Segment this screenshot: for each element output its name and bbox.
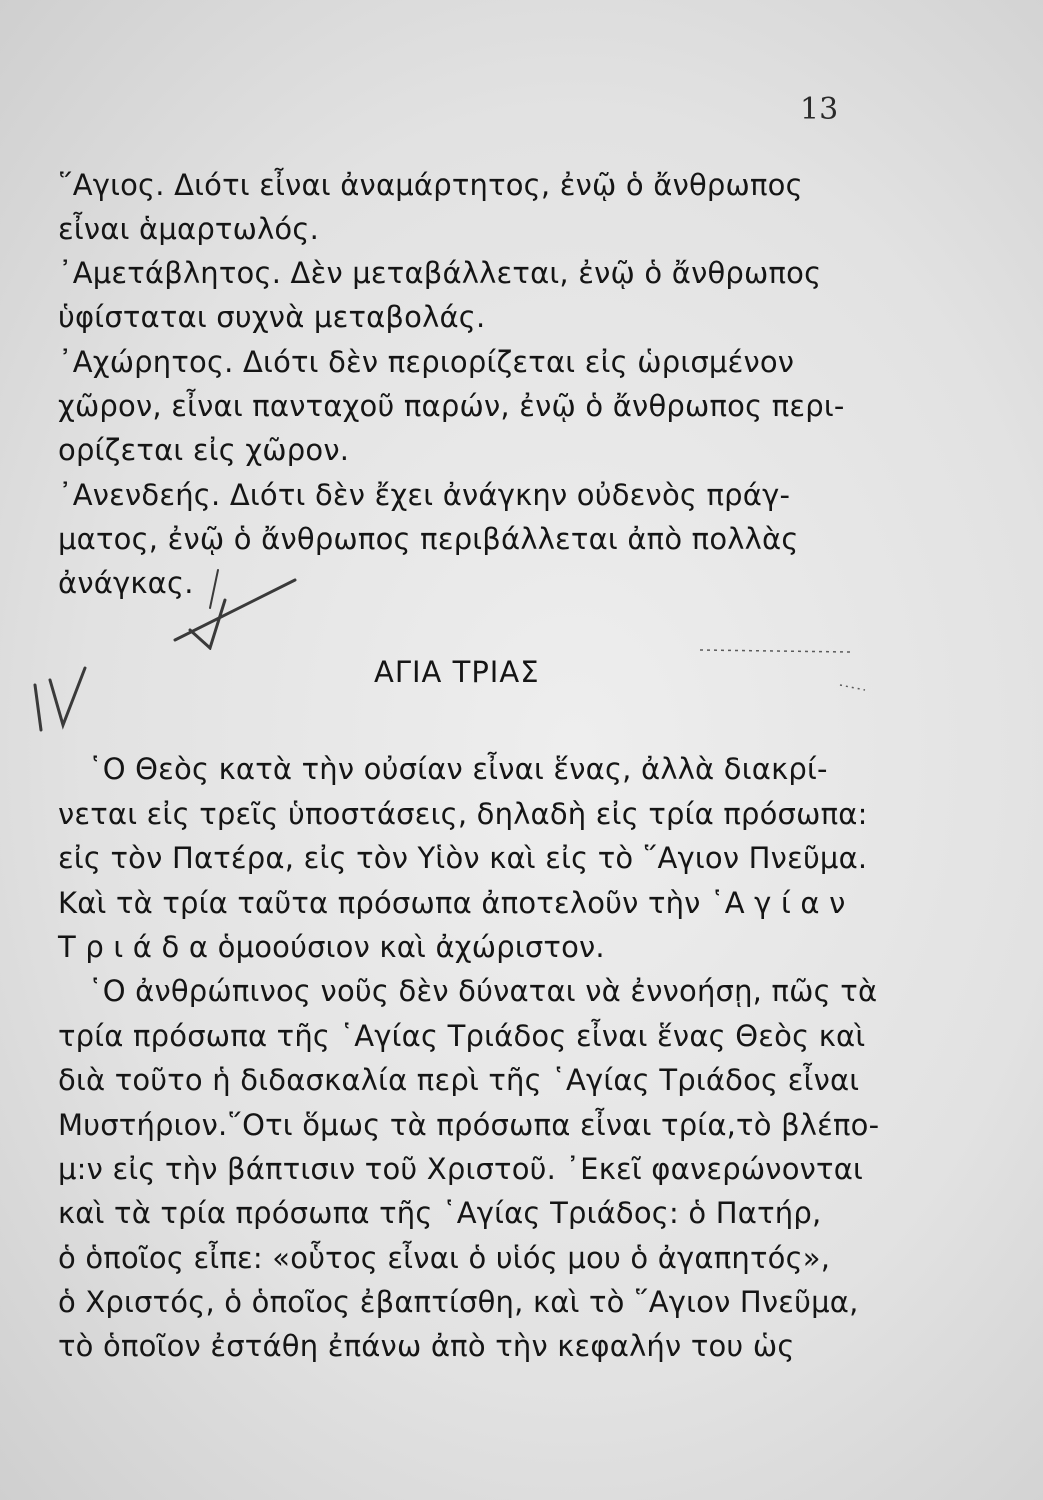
text-line: Μυστήριον.῞Οτι ὅμως τὰ πρόσωπα εἶναι τρία,τὸ βλέπο-	[58, 1108, 880, 1142]
text-line: ορίζεται εἰς χῶρον.	[58, 433, 350, 467]
text-line: ἀνάγκας.	[58, 566, 194, 600]
text-line: Τ ρ ι ά δ α ὁμοούσιον καὶ ἀχώριστον.	[58, 930, 605, 964]
text-line: ᾿Αμετάβλητος. Δὲν μεταβάλλεται, ἐνῷ ὁ ἄνθρωπος	[58, 256, 822, 290]
text-line: εἶναι ἁμαρτωλός.	[58, 212, 320, 246]
text-line: ᾿Αχώρητος. Διότι δὲν περιορίζεται εἰς ὡρισμένον	[58, 345, 795, 379]
text-line: νεται εἰς τρεῖς ὑποστάσεις, δηλαδὴ εἰς τρία πρόσωπα:	[58, 797, 868, 831]
text-line: μ:ν εἰς τὴν βάπτισιν τοῦ Χριστοῦ. ᾿Εκεῖ φανερώνονται	[58, 1152, 864, 1186]
text-line: ὁ Χριστός, ὁ ὁποῖος ἐβαπτίσθη, καὶ τὸ ῞Αγιον Πνεῦμα,	[58, 1285, 859, 1319]
pencil-dotted-line-icon	[700, 640, 870, 700]
text-line: ᾿Ανενδεής. Διότι δὲν ἔχει ἀνάγκην οὐδενὸς πράγ-	[58, 478, 791, 512]
section-heading: ΑΓΙΑ ΤΡΙΑΣ	[374, 655, 540, 689]
page-number: 13	[800, 92, 839, 127]
text-line: ὑφίσταται συχνὰ μεταβολάς.	[58, 300, 486, 334]
text-line: διὰ τοῦτο ἡ διδασκαλία περὶ τῆς ῾Αγίας Τριάδος εἶναι	[58, 1063, 860, 1097]
text-line: εἰς τὸν Πατέρα, εἰς τὸν Υἱὸν καὶ εἰς τὸ ῞Αγιον Πνεῦμα.	[58, 841, 868, 875]
text-line: χῶρον, εἶναι πανταχοῦ παρών, ἐνῷ ὁ ἄνθρωπος περι-	[58, 389, 845, 423]
text-line: ῞Αγιος. Διότι εἶναι ἀναμάρτητος, ἐνῷ ὁ ἄνθρωπος	[58, 168, 803, 202]
text-line: ῾Ο Θεὸς κατὰ τὴν οὐσίαν εἶναι ἕνας, ἀλλὰ διακρί-	[88, 752, 828, 786]
text-line: Καὶ τὰ τρία ταῦτα πρόσωπα ἀποτελοῦν τὴν ῾Α γ ί α ν	[58, 886, 846, 920]
text-line: ματος, ἐνῷ ὁ ἄνθρωπος περιβάλλεται ἀπὸ πολλὰς	[58, 522, 799, 556]
text-line: ῾Ο ἀνθρώπινος νοῦς δὲν δύναται νὰ ἐννοήσῃ, πῶς τὰ	[88, 974, 878, 1008]
text-line: καὶ τὰ τρία πρόσωπα τῆς ῾Αγίας Τριάδος: ὁ Πατήρ,	[58, 1196, 822, 1230]
text-line: ὁ ὁποῖος εἶπε: «οὗτος εἶναι ὁ υἱός μου ὁ ἀγαπητός»,	[58, 1241, 831, 1275]
handwritten-margin-note-icon	[25, 660, 100, 740]
text-line: τὸ ὁποῖον ἐστάθη ἐπάνω ἀπὸ τὴν κεφαλήν του ὡς	[58, 1329, 795, 1363]
text-line: τρία πρόσωπα τῆς ῾Αγίας Τριάδος εἶναι ἕνας Θεὸς καὶ	[58, 1019, 866, 1053]
